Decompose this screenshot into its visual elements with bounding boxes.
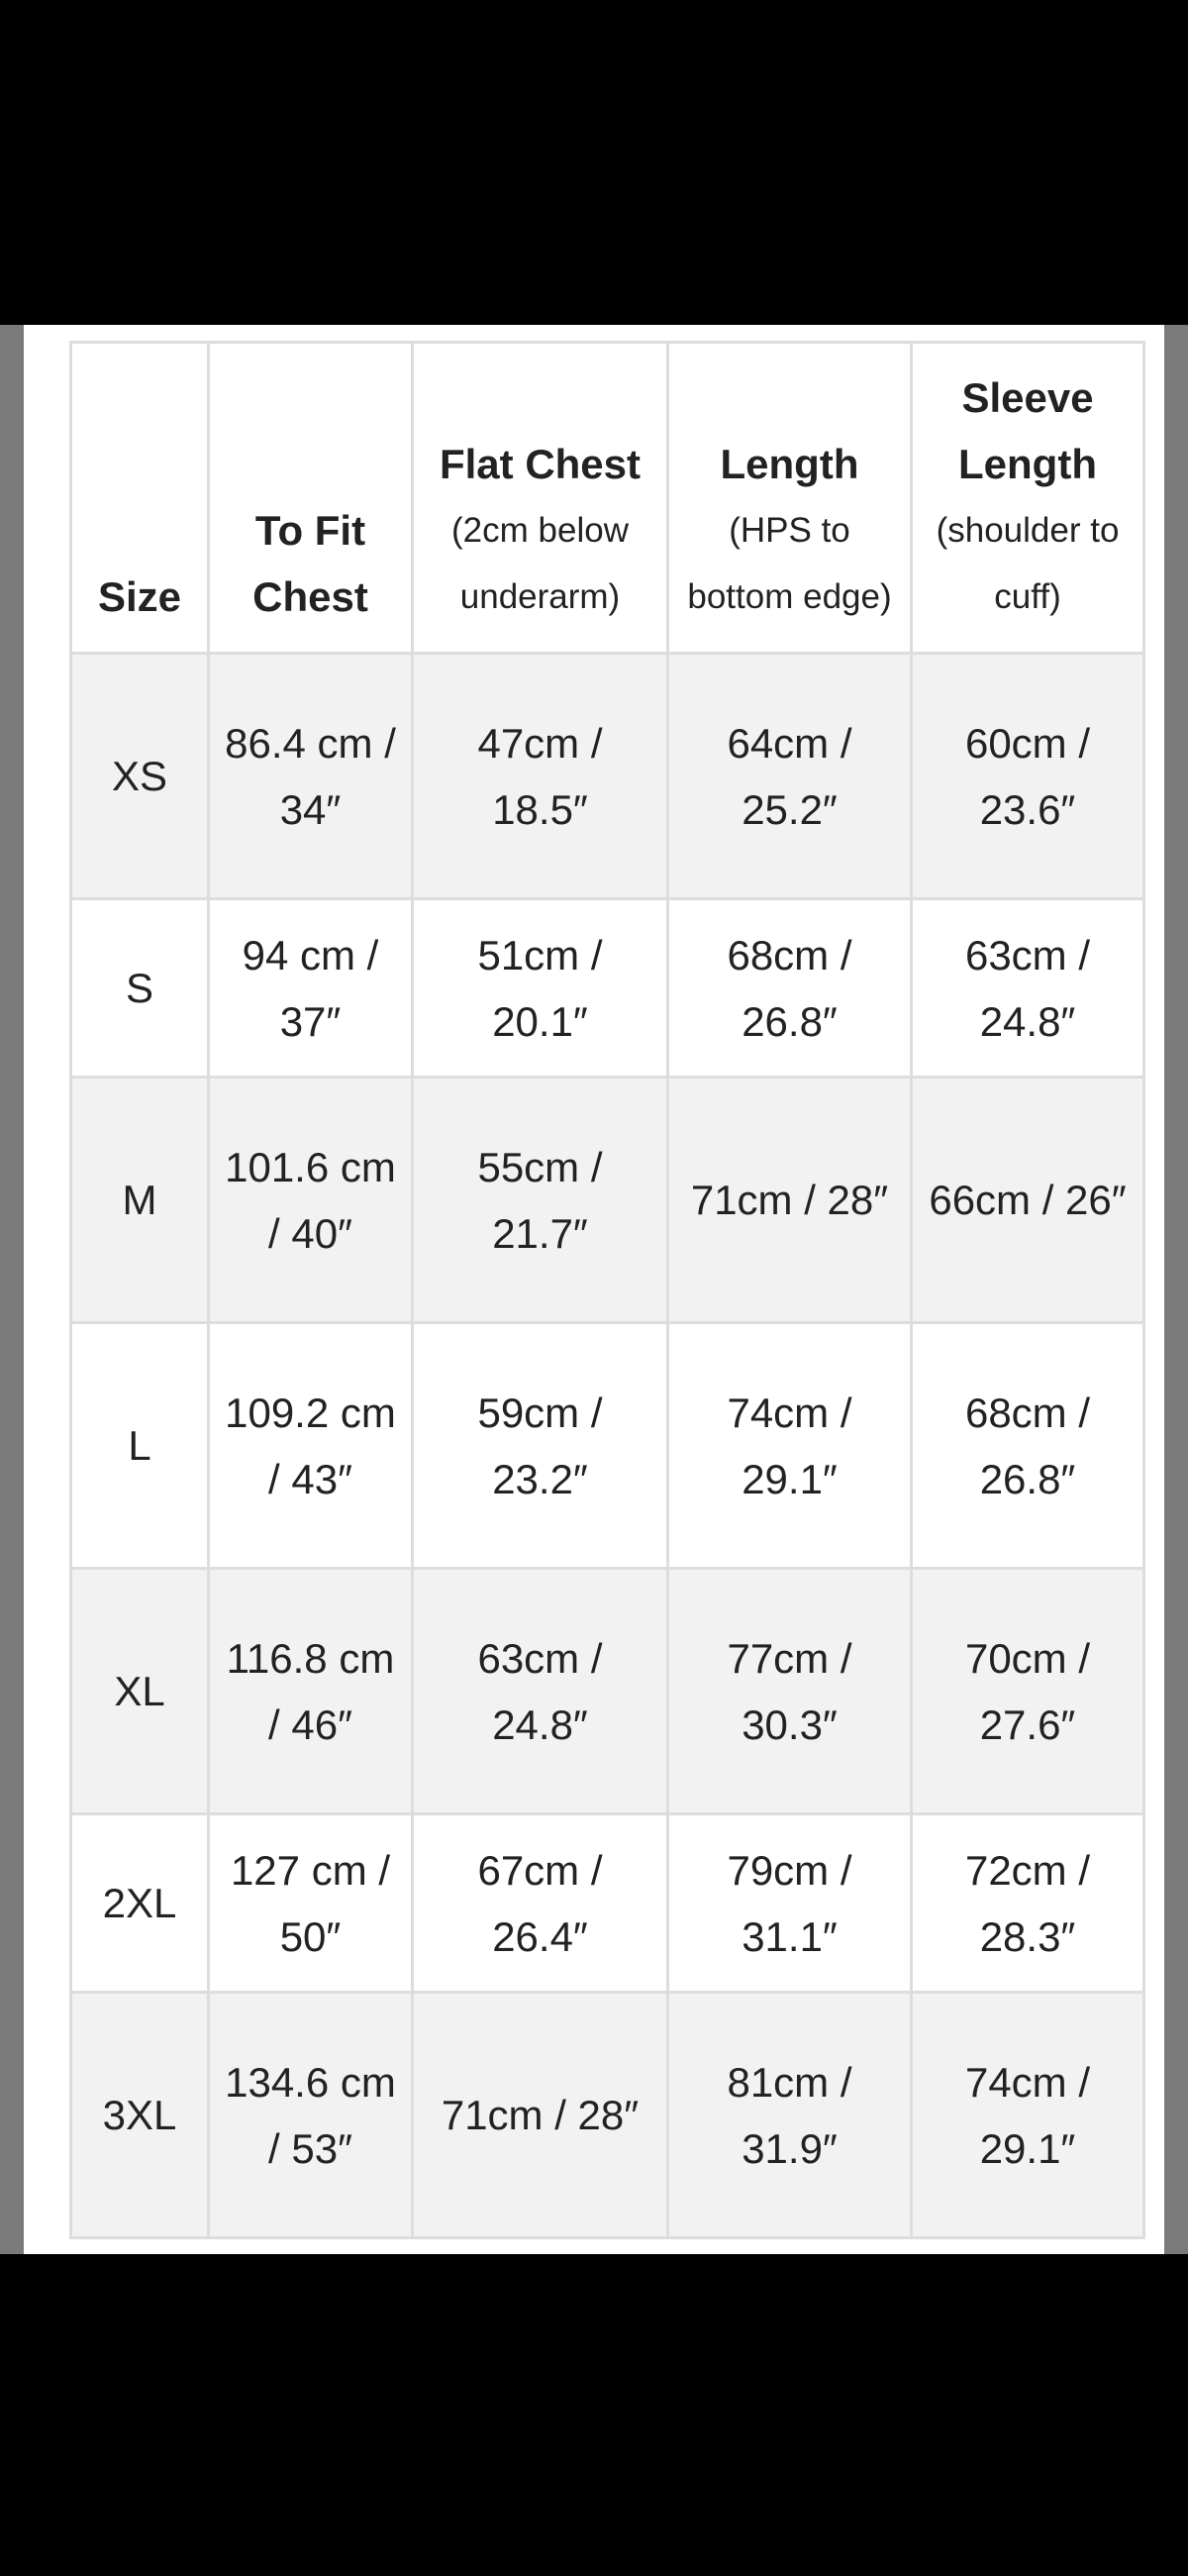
cell-size: XS xyxy=(71,654,209,899)
table-row xyxy=(71,1993,1144,2238)
cell-length: 68cm / 26.8″ xyxy=(668,899,912,1078)
cell-to-fit-chest: 116.8 cm / 46″ xyxy=(209,1569,413,1814)
header-length-note: (HPS to bottom edge) xyxy=(687,511,892,616)
header-length-label: Length xyxy=(720,441,859,487)
header-sleeve-length-label: Sleeve Length xyxy=(958,374,1097,487)
cell-flat-chest: 71cm / 28″ xyxy=(413,1993,668,2238)
size-chart-table xyxy=(69,341,1145,2239)
table-row xyxy=(71,899,1144,1078)
header-sleeve-length xyxy=(912,343,1144,654)
cell-flat-chest: 55cm / 21.7″ xyxy=(413,1078,668,1323)
content-sheet xyxy=(24,325,1164,2254)
page-background xyxy=(0,325,1188,2254)
cell-flat-chest: 67cm / 26.4″ xyxy=(413,1814,668,1993)
cell-to-fit-chest: 127 cm / 50″ xyxy=(209,1814,413,1993)
cell-length: 81cm / 31.9″ xyxy=(668,1993,912,2238)
top-black-bar xyxy=(0,0,1188,325)
cell-sleeve-length: 68cm / 26.8″ xyxy=(912,1323,1144,1569)
cell-length: 74cm / 29.1″ xyxy=(668,1323,912,1569)
cell-to-fit-chest: 101.6 cm / 40″ xyxy=(209,1078,413,1323)
cell-to-fit-chest: 134.6 cm / 53″ xyxy=(209,1993,413,2238)
cell-flat-chest: 63cm / 24.8″ xyxy=(413,1569,668,1814)
header-sleeve-length-note: (shoulder to cuff) xyxy=(936,511,1120,616)
cell-size: XL xyxy=(71,1569,209,1814)
cell-length: 64cm / 25.2″ xyxy=(668,654,912,899)
table-row xyxy=(71,1569,1144,1814)
cell-flat-chest: 47cm / 18.5″ xyxy=(413,654,668,899)
cell-sleeve-length: 60cm / 23.6″ xyxy=(912,654,1144,899)
table-row xyxy=(71,654,1144,899)
cell-sleeve-length: 63cm / 24.8″ xyxy=(912,899,1144,1078)
header-length xyxy=(668,343,912,654)
header-size-label: Size xyxy=(97,573,182,620)
cell-sleeve-length: 74cm / 29.1″ xyxy=(912,1993,1144,2238)
cell-to-fit-chest: 86.4 cm / 34″ xyxy=(209,654,413,899)
cell-size: M xyxy=(71,1078,209,1323)
table-row xyxy=(71,1078,1144,1323)
header-flat-chest xyxy=(413,343,668,654)
cell-sleeve-length: 70cm / 27.6″ xyxy=(912,1569,1144,1814)
cell-flat-chest: 59cm / 23.2″ xyxy=(413,1323,668,1569)
cell-flat-chest: 51cm / 20.1″ xyxy=(413,899,668,1078)
header-to-fit-chest xyxy=(209,343,413,654)
cell-to-fit-chest: 94 cm / 37″ xyxy=(209,899,413,1078)
cell-length: 79cm / 31.1″ xyxy=(668,1814,912,1993)
cell-sleeve-length: 72cm / 28.3″ xyxy=(912,1814,1144,1993)
table-row xyxy=(71,1323,1144,1569)
cell-length: 71cm / 28″ xyxy=(668,1078,912,1323)
header-flat-chest-note: (2cm below underarm) xyxy=(451,511,629,616)
header-size xyxy=(71,343,209,654)
cell-size: 2XL xyxy=(71,1814,209,1993)
cell-size: L xyxy=(71,1323,209,1569)
table-row xyxy=(71,1814,1144,1993)
cell-to-fit-chest: 109.2 cm / 43″ xyxy=(209,1323,413,1569)
cell-sleeve-length: 66cm / 26″ xyxy=(912,1078,1144,1323)
cell-size: 3XL xyxy=(71,1993,209,2238)
cell-length: 77cm / 30.3″ xyxy=(668,1569,912,1814)
header-flat-chest-label: Flat Chest xyxy=(439,441,642,487)
header-to-fit-chest-label: To Fit Chest xyxy=(252,507,368,620)
bottom-black-bar xyxy=(0,2254,1188,2576)
cell-size: S xyxy=(71,899,209,1078)
table-header-row xyxy=(71,343,1144,654)
